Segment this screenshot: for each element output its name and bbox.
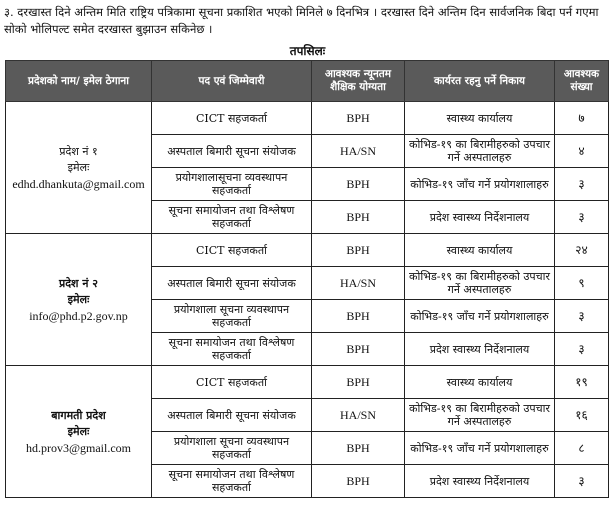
post-cell: प्रयोगशाला सूचना व्यवस्थापन सहजकर्ता: [152, 432, 312, 465]
post-cell: CICT सहजकर्ता: [152, 102, 312, 135]
post-cell: सूचना समायोजन तथा विश्लेषण सहजकर्ता: [152, 333, 312, 366]
post-cell: CICT सहजकर्ता: [152, 234, 312, 267]
post-cell: प्रयोगशालासूचना व्यवस्थापन सहजकर्ता: [152, 168, 312, 201]
count-cell: ४: [555, 135, 609, 168]
count-cell: ८: [555, 432, 609, 465]
count-cell: ७: [555, 102, 609, 135]
email-label: इमेलः: [67, 292, 90, 306]
office-cell: प्रदेश स्वास्थ्य निर्देशनालय: [405, 333, 555, 366]
header-qualification: आवश्यक न्यूनतम शैक्षिक योग्यता: [312, 61, 405, 102]
qualification-cell: BPH: [312, 168, 405, 201]
office-cell: प्रदेश स्वास्थ्य निर्देशनालय: [405, 465, 555, 498]
count-cell: १६: [555, 399, 609, 432]
intro-paragraph: ३. दरखास्त दिने अन्तिम मिति राष्ट्रिय पत्रिकामा सूचना प्रकाशित भएको मिनिले ७ दिनभित्र । दरखास्त दिने अन्तिम दिन सार्वजनिक बिदा पर्न गएमा सोको भोलिपल्ट समेत दरखास्त बुझाउन सकिनेछ ।: [4, 5, 599, 36]
qualification-cell: BPH: [312, 234, 405, 267]
province-cell: [6, 234, 152, 366]
office-cell: स्वास्थ्य कार्यालय: [405, 102, 555, 135]
count-cell: ३: [555, 168, 609, 201]
post-cell: अस्पताल बिमारी सूचना संयोजक: [152, 399, 312, 432]
qualification-cell: BPH: [312, 366, 405, 399]
qualification-cell: HA/SN: [312, 399, 405, 432]
qualification-cell: BPH: [312, 465, 405, 498]
province-name: प्रदेश नं १: [59, 144, 98, 158]
vacancy-table: [5, 60, 609, 498]
email-address: info@phd.p2.gov.np: [29, 308, 128, 323]
count-cell: १९: [555, 366, 609, 399]
table-row: [6, 234, 609, 267]
qualification-cell: BPH: [312, 102, 405, 135]
qualification-cell: BPH: [312, 300, 405, 333]
office-cell: प्रदेश स्वास्थ्य निर्देशनालय: [405, 201, 555, 234]
table-row: [6, 366, 609, 399]
count-cell: २४: [555, 234, 609, 267]
qualification-cell: HA/SN: [312, 135, 405, 168]
table-body: [6, 102, 609, 498]
province-cell: [6, 102, 152, 234]
header-count: आवश्यक संख्या: [555, 61, 609, 102]
post-cell: अस्पताल बिमारी सूचना संयोजक: [152, 267, 312, 300]
count-cell: ९: [555, 267, 609, 300]
post-cell: सूचना समायोजन तथा विश्लेषण सहजकर्ता: [152, 465, 312, 498]
email-address: edhd.dhankuta@gmail.com: [12, 176, 145, 191]
table-caption: तपसिलः: [289, 44, 326, 58]
post-cell: CICT सहजकर्ता: [152, 366, 312, 399]
office-cell: कोभिड-१९ का बिरामीहरुको उपचार गर्ने अस्पतालहरु: [405, 267, 555, 300]
header-post: पद एवं जिम्मेवारी: [152, 61, 312, 102]
header-office: कार्यरत रहनु पर्ने निकाय: [405, 61, 555, 102]
qualification-cell: BPH: [312, 333, 405, 366]
office-cell: कोभिड-१९ जाँच गर्ने प्रयोगशालाहरु: [405, 300, 555, 333]
post-cell: प्रयोगशाला सूचना व्यवस्थापन सहजकर्ता: [152, 300, 312, 333]
qualification-cell: BPH: [312, 201, 405, 234]
qualification-cell: HA/SN: [312, 267, 405, 300]
office-cell: कोभिड-१९ जाँच गर्ने प्रयोगशालाहरु: [405, 168, 555, 201]
email-address: hd.prov3@gmail.com: [25, 440, 132, 455]
count-cell: ३: [555, 333, 609, 366]
header-province: प्रदेशको नाम/ इमेल ठेगाना: [6, 61, 152, 102]
office-cell: स्वास्थ्य कार्यालय: [405, 234, 555, 267]
office-cell: कोभिड-१९ जाँच गर्ने प्रयोगशालाहरु: [405, 432, 555, 465]
qualification-cell: BPH: [312, 432, 405, 465]
table-header-row: [6, 61, 609, 102]
post-cell: सूचना समायोजन तथा विश्लेषण सहजकर्ता: [152, 201, 312, 234]
count-cell: ३: [555, 300, 609, 333]
table-row: [6, 102, 609, 135]
count-cell: ३: [555, 201, 609, 234]
province-name: बागमती प्रदेश: [51, 408, 106, 422]
email-label: इमेलः: [67, 160, 90, 174]
province-cell: [6, 366, 152, 498]
email-label: इमेलः: [67, 424, 90, 438]
count-cell: ३: [555, 465, 609, 498]
province-name: प्रदेश नं २: [58, 276, 99, 290]
post-cell: अस्पताल बिमारी सूचना संयोजक: [152, 135, 312, 168]
office-cell: स्वास्थ्य कार्यालय: [405, 366, 555, 399]
office-cell: कोभिड-१९ का बिरामीहरुको उपचार गर्ने अस्पतालहरु: [405, 135, 555, 168]
office-cell: कोभिड-१९ का बिरामीहरुको उपचार गर्ने अस्पतालहरु: [405, 399, 555, 432]
